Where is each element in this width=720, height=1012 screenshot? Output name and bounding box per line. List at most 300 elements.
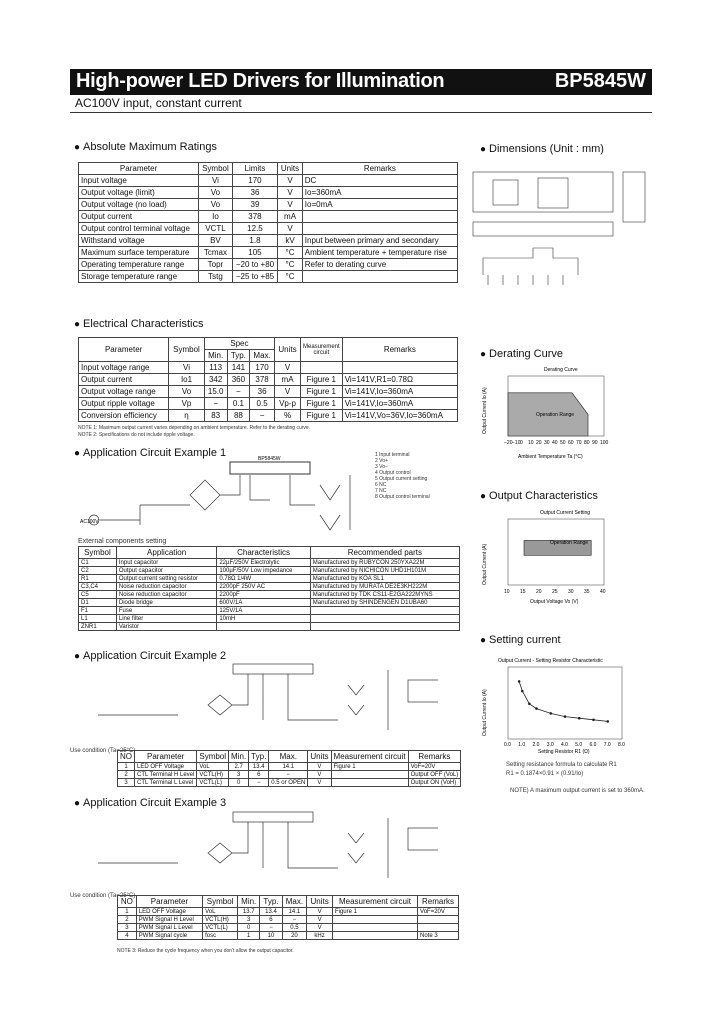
- app3-schematic: [88, 808, 438, 888]
- setting-data-point: [564, 715, 567, 718]
- table-cell: [331, 771, 408, 779]
- table-cell: −: [250, 410, 275, 422]
- subtitle: AC100V input, constant current: [75, 96, 242, 110]
- table-cell: 2200pF 250V AC: [217, 583, 310, 591]
- elec-col-units: Units: [275, 338, 301, 362]
- dimensions-drawing: [463, 160, 653, 300]
- x-tick-label: −20: [504, 440, 513, 446]
- table-cell: Input capacitor: [116, 559, 216, 567]
- table-cell: mA: [278, 211, 303, 223]
- app2-cond: Use condition (Ta=25°C): [70, 748, 136, 754]
- table-cell: kHz: [307, 932, 333, 940]
- setting-data-point: [518, 680, 521, 683]
- table-cell: 83: [204, 410, 227, 422]
- parts-col-symbol: Symbol: [79, 547, 117, 559]
- table-cell: Tcmax: [199, 247, 232, 259]
- table-cell: LED OFF Voltage: [136, 908, 202, 916]
- table-cell: Vi: [199, 175, 232, 187]
- table-cell: V: [278, 199, 303, 211]
- app3-col-typ: Typ.: [260, 896, 282, 908]
- x-tick-label: 90: [592, 440, 598, 446]
- table-row: [79, 223, 458, 235]
- elec-col-typ: Typ.: [227, 350, 249, 362]
- table-cell: 13.4: [249, 763, 269, 771]
- derating-xlabel: Ambient Temperature Ta (°C): [518, 454, 583, 460]
- table-cell: Output voltage (no load): [79, 199, 199, 211]
- table-cell: Topr: [199, 259, 232, 271]
- table-cell: LED OFF Voltage: [135, 763, 197, 771]
- app2-col-no: NO: [118, 751, 135, 763]
- table-row: [79, 199, 458, 211]
- table-cell: 6: [249, 771, 269, 779]
- table-cell: −25 to +85: [232, 271, 278, 283]
- app1-ac-label: AC100V: [80, 519, 99, 525]
- table-cell: 2200pF: [217, 591, 310, 599]
- table-cell: η: [169, 410, 204, 422]
- parts-col-char: Characteristics: [217, 547, 310, 559]
- col-symbol: Symbol: [199, 163, 232, 175]
- app1-title: ● Application Circuit Example 1: [74, 447, 226, 459]
- table-cell: Figure 1: [301, 410, 343, 422]
- x-tick-label: 0: [520, 440, 523, 446]
- app3-col-max: Max.: [282, 896, 307, 908]
- elec-col-symbol: Symbol: [169, 338, 204, 362]
- table-cell: Output current: [79, 211, 199, 223]
- table-cell: V: [278, 187, 303, 199]
- table-row: [118, 779, 461, 787]
- setting-xlabel: Setting Resistor R1 (Ω): [538, 749, 590, 755]
- setting-chart: [478, 652, 638, 756]
- pin-note-7: 7 NC: [375, 488, 387, 494]
- table-row: [79, 211, 458, 223]
- header-rule: [70, 112, 652, 113]
- table-cell: VoF=20V: [408, 763, 461, 771]
- table-cell: 13.7: [238, 908, 260, 916]
- col-limits: Limits: [232, 163, 278, 175]
- setting-data-point: [549, 712, 552, 715]
- table-cell: Varistor: [116, 623, 216, 631]
- app2-col-circuit: Measurement circuit: [331, 751, 408, 763]
- title-banner: [70, 69, 652, 95]
- table-cell: Output current setting resistor: [116, 575, 216, 583]
- table-cell: 600V/1A: [217, 599, 310, 607]
- table-cell: PWM Signal L Level: [136, 924, 202, 932]
- setting-formula-1: Setting resistance formula to calculate R1: [506, 762, 617, 768]
- setting-ylabel: Output Current Io (A): [482, 689, 488, 736]
- table-cell: Fuse: [116, 607, 216, 615]
- table-cell: [310, 607, 459, 615]
- x-tick-label: 7.0: [603, 742, 611, 748]
- table-cell: PWM Signal cycle: [136, 932, 202, 940]
- table-cell: 14.1: [269, 763, 308, 771]
- table-cell: CTL Terminal H Level: [135, 771, 197, 779]
- table-cell: VCTL(L): [203, 924, 238, 932]
- table-cell: Storage temperature range: [79, 271, 199, 283]
- table-cell: ZNR1: [79, 623, 117, 631]
- elec-note-1: NOTE 1: Maximum output current varies depending on ambient temperature. Refer to the derating curve.: [78, 425, 311, 431]
- table-cell: Output voltage (limit): [79, 187, 199, 199]
- table-cell: Noise reduction capacitor: [116, 583, 216, 591]
- table-cell: Output OFF (VoL): [408, 771, 461, 779]
- table-cell: VoL: [197, 763, 229, 771]
- app2-table: [117, 750, 461, 787]
- x-tick-label: 50: [560, 440, 566, 446]
- table-cell: °C: [278, 247, 303, 259]
- table-row: [79, 410, 458, 422]
- dimensions-title: ● Dimensions (Unit : mm): [480, 143, 604, 155]
- x-tick-label: 2.0: [532, 742, 540, 748]
- table-cell: 14.1: [282, 908, 307, 916]
- table-row: [118, 771, 461, 779]
- table-cell: °C: [278, 271, 303, 283]
- elec-col-remarks: Remarks: [342, 338, 457, 362]
- table-cell: 360: [227, 374, 249, 386]
- table-row: [79, 567, 460, 575]
- table-cell: 0.5: [250, 398, 275, 410]
- table-cell: C3,C4: [79, 583, 117, 591]
- table-cell: Io=360mA: [302, 187, 457, 199]
- setting-title: ● Setting current: [480, 634, 561, 646]
- table-cell: Vi: [169, 362, 204, 374]
- table-row: [79, 615, 460, 623]
- x-tick-label: 0.0: [504, 742, 511, 748]
- table-cell: [342, 362, 457, 374]
- table-cell: Vp-p: [275, 398, 301, 410]
- doc-title: High-power LED Drivers for Illumination: [76, 70, 445, 92]
- x-tick-label: −10: [512, 440, 521, 446]
- table-row: [79, 591, 460, 599]
- table-row: [79, 607, 460, 615]
- app3-col-remarks: Remarks: [418, 896, 459, 908]
- table-cell: [418, 924, 459, 932]
- table-cell: DC: [302, 175, 457, 187]
- table-cell: Output ripple voltage: [79, 398, 169, 410]
- table-cell: Output ON (VoH): [408, 779, 461, 787]
- elec-table: [78, 337, 458, 422]
- pin-note-1: 1 Input terminal: [375, 452, 410, 458]
- outchar-chart-title: Output Current Setting: [540, 510, 591, 516]
- table-cell: 10mH: [217, 615, 310, 623]
- table-cell: [331, 779, 408, 787]
- x-tick-label: 40: [600, 589, 606, 595]
- table-cell: kV: [278, 235, 303, 247]
- table-cell: VoL: [203, 908, 238, 916]
- table-cell: V: [308, 763, 331, 771]
- app2-col-units: Units: [308, 751, 331, 763]
- app1-ic-box: [230, 462, 310, 474]
- table-row: [79, 247, 458, 259]
- parts-col-recommended: Recommended parts: [310, 547, 459, 559]
- table-cell: V: [278, 175, 303, 187]
- table-cell: 3: [229, 771, 249, 779]
- table-cell: Vi=141V,Io=360mA: [342, 386, 457, 398]
- table-cell: Output current: [79, 374, 169, 386]
- table-cell: Refer to derating curve: [302, 259, 457, 271]
- table-cell: Manufactured by SHINDENGEN D1UBA60: [310, 599, 459, 607]
- table-cell: 39: [232, 199, 278, 211]
- setting-data-point: [535, 707, 538, 710]
- table-cell: C2: [79, 567, 117, 575]
- setting-chart-title: Output Current - Setting Resistor Characteristic: [498, 658, 603, 664]
- x-tick-label: 4.0: [561, 742, 568, 748]
- table-cell: 12.5: [232, 223, 278, 235]
- table-row: [118, 763, 461, 771]
- elec-col-max: Max.: [250, 350, 275, 362]
- derating-chart-title: Derating Curve: [544, 367, 578, 373]
- app2-col-parameter: Parameter: [135, 751, 197, 763]
- table-cell: VCTL: [199, 223, 232, 235]
- table-cell: 15.0: [204, 386, 227, 398]
- table-cell: V: [278, 223, 303, 235]
- table-cell: 1: [118, 763, 135, 771]
- table-cell: [302, 211, 457, 223]
- table-cell: 141: [227, 362, 249, 374]
- setting-note: NOTE) A maximum output current is set to 360mA.: [510, 788, 645, 794]
- x-tick-label: 80: [584, 440, 590, 446]
- table-cell: 113: [204, 362, 227, 374]
- table-cell: Manufactured by KOA SL1: [310, 575, 459, 583]
- table-row: [79, 559, 460, 567]
- table-cell: Diode bridge: [116, 599, 216, 607]
- x-tick-label: 40: [552, 440, 558, 446]
- table-cell: VCTL(H): [203, 916, 238, 924]
- setting-formula-2: R1 = 0.1874×0.91 × (0.91/Io): [506, 771, 584, 777]
- table-cell: Figure 1: [301, 386, 343, 398]
- table-cell: Vi=141V,Io=360mA: [342, 398, 457, 410]
- table-cell: [301, 362, 343, 374]
- table-cell: [332, 924, 417, 932]
- x-tick-label: 20: [536, 440, 542, 446]
- table-cell: Figure 1: [301, 398, 343, 410]
- col-parameter: Parameter: [79, 163, 199, 175]
- x-tick-label: 70: [576, 440, 582, 446]
- table-cell: 170: [232, 175, 278, 187]
- app1-wires: [89, 475, 350, 530]
- output-char-title: ● Output Characteristics: [480, 490, 598, 502]
- table-cell: 1: [118, 908, 137, 916]
- table-cell: Output control terminal voltage: [79, 223, 199, 235]
- app2-col-remarks: Remarks: [408, 751, 461, 763]
- table-cell: Line filter: [116, 615, 216, 623]
- table-cell: 13.4: [260, 908, 282, 916]
- table-cell: −: [249, 779, 269, 787]
- app2-schematic: [88, 660, 438, 740]
- table-cell: [302, 271, 457, 283]
- table-row: [79, 599, 460, 607]
- x-tick-label: 1.0: [518, 742, 526, 748]
- table-row: [79, 398, 458, 410]
- x-tick-label: 6.0: [589, 742, 597, 748]
- parts-col-application: Application: [116, 547, 216, 559]
- output-char-chart: [478, 507, 618, 607]
- setting-data-point: [528, 703, 531, 706]
- x-tick-label: 100: [600, 440, 609, 446]
- table-cell: Conversion efficiency: [79, 410, 169, 422]
- table-cell: VCTL(L): [197, 779, 229, 787]
- table-cell: Input between primary and secondary: [302, 235, 457, 247]
- table-cell: −: [204, 398, 227, 410]
- table-cell: 378: [250, 374, 275, 386]
- table-cell: Vi=141V,Vo=36V,Io=360mA: [342, 410, 457, 422]
- table-cell: C1: [79, 559, 117, 567]
- table-cell: 0.5 or OPEN: [269, 779, 308, 787]
- table-cell: D1: [79, 599, 117, 607]
- table-cell: [332, 916, 417, 924]
- table-cell: 36: [250, 386, 275, 398]
- table-cell: Figure 1: [331, 763, 408, 771]
- x-tick-label: 30: [568, 589, 574, 595]
- table-cell: −: [282, 916, 307, 924]
- table-cell: 125V/1A: [217, 607, 310, 615]
- table-cell: 6: [260, 916, 282, 924]
- table-cell: 22µF/250V Electrolytic: [217, 559, 310, 567]
- table-row: [79, 259, 458, 271]
- elec-col-circuit: Measurement circuit: [301, 338, 343, 362]
- table-cell: %: [275, 410, 301, 422]
- x-tick-label: 20: [536, 589, 542, 595]
- app3-col-parameter: Parameter: [136, 896, 202, 908]
- x-tick-label: 5.0: [575, 742, 583, 748]
- parts-table: [78, 546, 460, 631]
- table-cell: 2.7: [229, 763, 249, 771]
- x-tick-label: 10: [528, 440, 534, 446]
- table-cell: R1: [79, 575, 117, 583]
- app3-col-units: Units: [307, 896, 333, 908]
- table-cell: Vo: [199, 187, 232, 199]
- elec-col-spec: Spec: [204, 338, 274, 350]
- x-tick-label: 35: [584, 589, 590, 595]
- table-cell: Input voltage range: [79, 362, 169, 374]
- app2-col-typ: Typ.: [249, 751, 269, 763]
- pin-note-6: 6 NC: [375, 482, 387, 488]
- table-cell: [418, 916, 459, 924]
- table-cell: fosc: [203, 932, 238, 940]
- table-cell: V: [308, 779, 331, 787]
- abs-max-title: ● Absolute Maximum Ratings: [74, 141, 217, 153]
- table-cell: 170: [250, 362, 275, 374]
- table-row: [79, 374, 458, 386]
- table-cell: 1: [238, 932, 260, 940]
- table-cell: −: [269, 771, 308, 779]
- x-tick-label: 8.0: [618, 742, 625, 748]
- table-row: [79, 623, 460, 631]
- table-cell: V: [307, 908, 333, 916]
- setting-data-point: [592, 719, 595, 722]
- table-cell: Output capacitor: [116, 567, 216, 575]
- table-cell: 36: [232, 187, 278, 199]
- app2-col-min: Min.: [229, 751, 249, 763]
- table-row: [118, 932, 459, 940]
- table-row: [118, 908, 459, 916]
- table-cell: Manufactured by RUBYCON 250YXA22M: [310, 559, 459, 567]
- part-number: BP5845W: [554, 70, 646, 92]
- table-cell: 3: [118, 924, 137, 932]
- table-cell: VoF=20V: [418, 908, 459, 916]
- table-cell: 88: [227, 410, 249, 422]
- table-row: [118, 924, 459, 932]
- table-row: [79, 235, 458, 247]
- table-cell: 3: [118, 779, 135, 787]
- table-cell: 0: [229, 779, 249, 787]
- table-row: [79, 386, 458, 398]
- table-cell: Note 3: [418, 932, 459, 940]
- table-cell: 20: [282, 932, 307, 940]
- pin-note-8: 8 Output control terminal: [375, 494, 430, 500]
- parts-title: External components setting: [78, 538, 167, 545]
- outchar-area-label: Operation Range: [550, 540, 589, 546]
- table-cell: Noise reduction capacitor: [116, 591, 216, 599]
- table-cell: −20 to +80: [232, 259, 278, 271]
- pin-note-2: 2 Vo+: [375, 458, 388, 464]
- table-cell: 342: [204, 374, 227, 386]
- table-cell: Manufactured by MURATA DE2E3KH222M: [310, 583, 459, 591]
- table-cell: 378: [232, 211, 278, 223]
- app2-title: ● Application Circuit Example 2: [74, 650, 226, 662]
- table-cell: Input voltage: [79, 175, 199, 187]
- table-cell: Tstg: [199, 271, 232, 283]
- setting-data-point: [578, 717, 581, 720]
- derating-ylabel: Output Current Io (A): [482, 387, 488, 434]
- table-cell: Output voltage range: [79, 386, 169, 398]
- table-cell: mA: [275, 374, 301, 386]
- table-row: [79, 175, 458, 187]
- elec-col-parameter: Parameter: [79, 338, 169, 362]
- table-cell: [310, 623, 459, 631]
- table-cell: °C: [278, 259, 303, 271]
- setting-data-point: [606, 720, 609, 723]
- table-cell: CTL Terminal L Level: [135, 779, 197, 787]
- app1-schematic: [80, 455, 380, 535]
- derating-chart: [478, 364, 618, 464]
- x-tick-label: 10: [504, 589, 510, 595]
- table-cell: 1.8: [232, 235, 278, 247]
- app1-ic-label: BP5845W: [258, 456, 281, 462]
- app3-col-min: Min.: [238, 896, 260, 908]
- table-cell: V: [307, 916, 333, 924]
- setting-data-point: [521, 690, 524, 693]
- table-cell: [217, 623, 310, 631]
- col-remarks: Remarks: [302, 163, 457, 175]
- table-cell: Maximum surface temperature: [79, 247, 199, 259]
- app3-col-symbol: Symbol: [203, 896, 238, 908]
- table-cell: Withstand voltage: [79, 235, 199, 247]
- pin-note-5: 5 Output current setting: [375, 476, 428, 482]
- app3-col-no: NO: [118, 896, 137, 908]
- table-cell: 4: [118, 932, 137, 940]
- setting-curve: [519, 681, 608, 721]
- table-cell: Vo: [199, 199, 232, 211]
- table-row: [79, 362, 458, 374]
- table-cell: 2: [118, 916, 137, 924]
- table-cell: [332, 932, 417, 940]
- outchar-ylabel: Output Current (A): [482, 543, 488, 585]
- table-cell: V: [275, 362, 301, 374]
- table-cell: Figure 1: [301, 374, 343, 386]
- table-row: [79, 575, 460, 583]
- table-row: [79, 187, 458, 199]
- derating-area-label: Operation Range: [536, 412, 575, 418]
- x-tick-label: 15: [520, 589, 526, 595]
- table-cell: 0.5: [282, 924, 307, 932]
- derating-title: ● Derating Curve: [480, 348, 563, 360]
- table-cell: PWM Signal H Level: [136, 916, 202, 924]
- table-cell: −: [227, 386, 249, 398]
- abs-max-table: [78, 162, 458, 283]
- table-cell: L1: [79, 615, 117, 623]
- app3-note: NOTE 3: Reduce the cycle frequency when you don't allow the output capacitor.: [117, 948, 294, 954]
- table-cell: Io=0mA: [302, 199, 457, 211]
- table-cell: Ambient temperature + temperature rise: [302, 247, 457, 259]
